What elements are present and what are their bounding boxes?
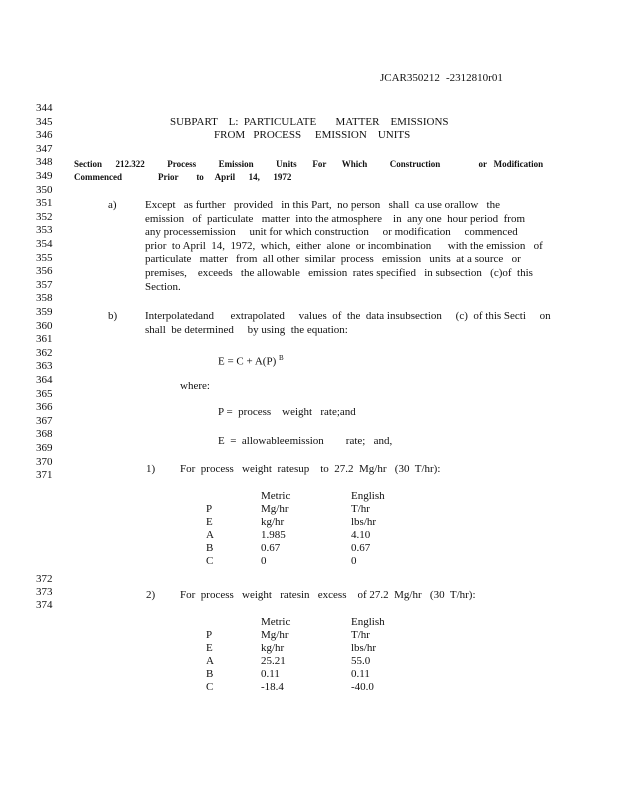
line-number: 347	[36, 142, 53, 155]
line-number: 364	[36, 374, 53, 386]
para-b-line: Interpolatedand extrapolated values of the data insubsection (c) of this Secti on	[145, 310, 551, 322]
item1-text: For process weight ratesup to 27.2 Mg/hr (30 T/hr):	[180, 463, 441, 475]
line-number: 357	[36, 278, 53, 291]
line-number: 374	[36, 599, 53, 611]
table-cell-english: 0	[351, 555, 357, 567]
line-number: 371	[36, 469, 53, 482]
document-number: -2312810r01	[446, 72, 503, 84]
table-header-english: English	[351, 616, 385, 628]
line-number: 366	[36, 401, 53, 414]
para-b-label: b)	[108, 310, 118, 322]
line-number: 363	[36, 360, 53, 373]
table-cell-metric: 0.11	[261, 668, 280, 680]
item1-label: 1)	[146, 463, 156, 475]
line-number: 372	[36, 573, 53, 585]
line-number: 345	[36, 115, 53, 128]
table-header-english: English	[351, 490, 385, 502]
table-header-metric: Metric	[261, 490, 291, 502]
para-a-line: any processemission unit for which construction or modification commenced	[145, 226, 518, 239]
line-number: 344	[36, 102, 53, 114]
table-row-symbol: B	[206, 542, 214, 554]
line-number: 361	[36, 333, 53, 346]
table-cell-english: 55.0	[351, 655, 371, 667]
para-a-line: Except as further provided in this Part, no person shall ca use orallow the	[145, 199, 500, 211]
table-row-symbol: E	[206, 516, 213, 528]
section-heading-cont: Commenced Prior to April 14, 1972	[74, 172, 292, 182]
subpart-title: SUBPART L: PARTICULATE MATTER EMISSIONS	[170, 116, 449, 128]
table-cell-english: -40.0	[351, 681, 374, 693]
line-number: 353	[36, 224, 53, 237]
table-cell-metric: Mg/hr	[261, 629, 289, 641]
table-row-symbol: A	[206, 529, 214, 541]
definition-e: E = allowableemission rate; and,	[218, 435, 393, 447]
table-row-symbol: P	[206, 629, 213, 641]
table-cell-metric: -18.4	[261, 681, 284, 693]
item2-label: 2)	[146, 589, 156, 601]
line-number: 359	[36, 306, 53, 318]
line-number: 351	[36, 197, 53, 210]
table-cell-metric: kg/hr	[261, 516, 285, 528]
line-number: 368	[36, 428, 53, 441]
table-cell-english: T/hr	[351, 629, 370, 641]
table-row-symbol: P	[206, 503, 213, 515]
line-number: 370	[36, 455, 53, 468]
table-row-symbol: C	[206, 555, 214, 567]
para-a-line: emission of particulate matter into the atmosphere in any one hour period from	[145, 212, 526, 225]
line-number: 348	[36, 156, 53, 169]
table-row-symbol: C	[206, 681, 214, 693]
line-number: 355	[36, 251, 53, 264]
table-row-symbol: B	[206, 668, 214, 680]
table-cell-english: lbs/hr	[351, 516, 377, 528]
line-number: 360	[36, 319, 53, 332]
table-cell-english: 0.67	[351, 542, 371, 554]
table-cell-metric: 0	[261, 555, 267, 567]
table-cell-english: 4.10	[351, 529, 371, 541]
line-number: 369	[36, 442, 53, 454]
para-a-label: a)	[108, 199, 117, 211]
table-cell-metric: kg/hr	[261, 642, 285, 654]
document-id: JCAR350212	[380, 72, 440, 84]
para-a-line: Section.	[145, 280, 181, 293]
table-cell-english: 0.11	[351, 668, 370, 680]
definition-p: P = process weight rate;and	[218, 406, 356, 418]
para-a-line: premises, exceeds the allowable emission rates specified in subsection (c)of this	[145, 267, 533, 279]
table-cell-metric: 0.67	[261, 542, 281, 554]
where-label: where:	[180, 380, 210, 392]
line-number: 367	[36, 414, 53, 427]
table-header-metric: Metric	[261, 616, 291, 628]
table-row-symbol: E	[206, 642, 213, 654]
table-cell-english: lbs/hr	[351, 642, 377, 654]
equation	[218, 352, 284, 369]
line-number: 362	[36, 346, 53, 359]
para-b-line: shall be determined by using the equation:	[145, 323, 348, 336]
line-number: 352	[36, 210, 53, 223]
item2-text: For process weight ratesin excess of 27.2 Mg/hr (30 T/hr):	[180, 589, 476, 601]
section-heading: Section 212.322 Process Emission Units For Which Construction or Modification	[74, 159, 544, 169]
line-number: 349	[36, 170, 53, 182]
table-cell-metric: 25.21	[261, 655, 286, 667]
line-number: 356	[36, 265, 53, 278]
line-number: 358	[36, 292, 53, 305]
line-number: 365	[36, 387, 53, 400]
subpart-subtitle: FROM PROCESS EMISSION UNITS	[214, 129, 411, 141]
table-row-symbol: A	[206, 655, 214, 667]
line-number: 373	[36, 586, 53, 598]
para-a-line: particulate matter from all other similar process emission units at a source or	[145, 253, 521, 266]
table-cell-english: T/hr	[351, 503, 370, 515]
table-cell-metric: Mg/hr	[261, 503, 289, 515]
equation-exponent: B	[279, 354, 284, 362]
line-number: 346	[36, 129, 53, 142]
line-number: 354	[36, 238, 53, 250]
line-number: 350	[36, 183, 53, 196]
para-a-line: prior to April 14, 1972, which, either alone or incombination with the emission of	[145, 239, 543, 252]
equation-text: E = C + A(P)	[218, 355, 277, 368]
table-cell-metric: 1.985	[261, 529, 286, 541]
